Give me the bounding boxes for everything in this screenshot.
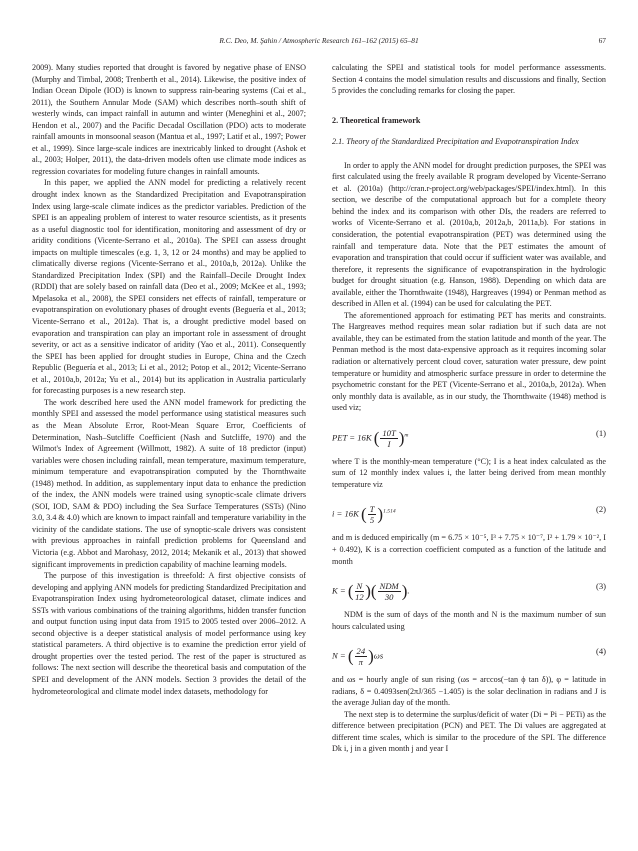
page-number: 67: [598, 36, 606, 45]
eq2-number: (2): [595, 504, 606, 515]
eq2-exponent: 1.514: [383, 509, 396, 516]
equation-2: i = 16K ( $\frac{T}{5}$ )$^{1.514}$ (2): [332, 504, 606, 526]
left-column: [32, 62, 306, 697]
eq2-denominator: 5: [369, 515, 375, 526]
left-paragraph-3: The work described here used the ANN model framework for predicting the monthly SPEI and assessed the model performance using statistical measures such as the Mean Absolute Error, Root-Mean Square Error, Coefficients of Determination, Nash–Sutcliffe Coefficient (Nash and Sutcliffe, 1970) and the Wilmot's Index of Agreement (Willmott, 1982). A suite of 18 predictor (input) variables were chosen including rainfall, mean temperature, maximum temperature, minimum temperature and evapotranspiration computed by the Thornthwaite (1948) method. In addition, as supplementary input data to enhance the prediction of the index, the ANN models were trained using synoptic-scale climate drivers (SOI, IOD, SAM & PDO) including the Sea Surface Temperatures (SSTs) (Nino 3.0, 3.4 & 4.0) which are known to impact rainfall and temperature variability in the vicinity of the candidate stations. The use of synoptic-scale drivers was consistent with previous approaches in rainfall prediction problems for Queensland and Victoria (e.g. Abbot and Marohasy, 2012, 2014; Mekanik et al., 2013) that showed significant improvements in prediction capability of machine learning models.: [32, 397, 306, 569]
eq1-numerator: 10T: [382, 427, 396, 438]
left-paragraph-4: The purpose of this investigation is threefold: A first objective consists of developing and applying ANN models for predicting Standardized Precipitation and Evapotranspiration Index using hydrometeorological dataset, climate indices and SSTs with various combinations of the training algorithms, hidden transfer function and output function using input data from 1915 to 2005 tested over 2006–2012. A second objective is a deeper statistical analysis of model performance using key statistical parameters. A third objective is to examine the prediction error yield of drought properties over the tested period. The rest of the paper is structured as follows: The next section will describe the theoretical basis and computation of the SPEI and development of the ANN models. Section 3 provides the detail of the hydrometeorological and climate model index datasets, methodology for: [32, 571, 306, 696]
running-title: R.C. Deo, M. Şahin / Atmospheric Research 161–162 (2015) 65–81: [219, 36, 419, 45]
eq1-denominator: I: [387, 438, 391, 449]
eq4-lhs: N =: [332, 650, 346, 661]
right-paragraph-6: NDM is the sum of days of the month and N is the maximum number of sun hours calculated using: [332, 610, 606, 631]
equation-1: PET = 16K ( $\frac{10T}{I}$ )$^m$ (1): [332, 427, 606, 449]
eq4-numerator: 24: [356, 646, 366, 657]
eq2-numerator: T: [369, 504, 375, 515]
running-header: [32, 36, 606, 50]
eq1-exponent: m: [404, 432, 409, 439]
eq3-numerator-1: N: [356, 581, 363, 592]
subsection-title: 2.1. Theory of the Standardized Precipitation and Evapotranspiration Index: [332, 137, 579, 147]
right-column: [332, 62, 606, 755]
right-paragraph-1: calculating the SPEI and statistical tools for model performance assessments. Section 4 contains the model simulation results and discussions and finally, Section 5 provides the concluding remarks for closing the paper.: [332, 63, 606, 96]
eq4-tail: ωs: [373, 650, 384, 661]
right-paragraph-7: and ωs = hourly angle of sun rising (ωs = arccos(−tan ϕ tan δ)), φ = latitude in radians, δ = 0.4093sen(2πJ/365 −1.405) is the solar declination in radians and J is the average Julian day of the month.: [332, 675, 606, 708]
equation-3: K = ( $\frac{N}{12}$ )( $\frac{\text{NDM}}{30}$ ). (3): [332, 581, 606, 603]
eq4-denominator: π: [358, 657, 363, 668]
left-paragraph-2: In this paper, we applied the ANN model for predicting a relatively recent drought index known as the Standardized Precipitation and Evapotranspiration Index using large-scale climate indices as the predictor variables. Prediction of the SPEI is an appealing problem of interest to water resource scientists, as it presents as a useful diagnostic tool for identification, monitoring and assessment of dry or aridity conditions (Vicente-Serrano et al., 2010a). The SPEI can assess drought impacts on multiple timescales (e.g. 1, 3, 12 or 24 months) and may be applied to climatically diverse regions (Vicente-Serrano et al., 2010a,b, 2012a). Unlike the Standardized Precipitation Index (SPI) and the Rainfall–Decile Drought Index (RDDI) that are solely based on rainfall data (Deo et al., 2009; McKee et al., 1993; Mpelasoka et al., 2008), the SPEI considers net effects of rainfall, temperature or evapotranspiration on evolutionary phases of drought events (Beguería et al., 2013; Vicente-Serrano et al., 2012a). That is, a drought predictive model based on evaporation and transpiration can play an important role in assessment of drought severity, or act as a sensitive indicator of aridity (Yao et al., 2011). Consequently the SPEI has been applied for drought studies in Europe, China and the Czech Republic (Beguería et al., 2013; Li et al., 2012; Potop et al., 2012; Vicente-Serrano et al., 2010a,b, 2012a; Yu et al., 2014) but its application in Australia particularly for forecasting purposes is a new research step.: [32, 178, 306, 396]
eq4-number: (4): [595, 646, 606, 657]
eq3-number: (3): [595, 581, 606, 592]
eq3-denominator-2: 30: [384, 592, 394, 603]
equation-4: N = ( $\frac{24}{\pi}$ )ωs (4): [332, 646, 606, 668]
section-title: 2. Theoretical framework: [332, 115, 421, 125]
right-paragraph-5: and m is deduced empirically (m = 6.75 × 10⁻⁵, I³ + 7.75 × 10⁻⁷, I² + 1.79 × 10⁻², I + 0.492), K is a correction coefficient computed as a function of the latitude and month: [332, 533, 606, 566]
right-paragraph-3: The aforementioned approach for estimating PET has merits and constraints. The Hargreaves method requires mean solar radiation but if such data are not available, they can be estimated from the station latitude and month of the year. The Penman method is the most data-expensive approach as it requires incoming solar radiation or alternatively percent cloud cover, saturation water pressure, dew point temperature or humidity and atmospheric surface pressure in order to determine the psychometric constant for the PET (Vicente-Serrano et al., 2010a,b, 2012a). When only monthly data is available, as in our study, the Thornthwaite (1948) method is used viz;: [332, 310, 606, 413]
eq2-lhs: i = 16K: [332, 508, 359, 519]
right-paragraph-8: The next step is to determine the surplus/deficit of water (Di = Pi − PETi) as the difference between precipitation (PCN) and PET. The Di values are aggregated at different time scales, which is similar to the procedure of the SPI. The difference Dk i, j in a given month j and year I: [332, 709, 606, 754]
eq1-lhs: PET = 16K: [332, 432, 372, 443]
eq3-numerator-2: NDM: [379, 581, 399, 592]
right-paragraph-4: where T is the monthly-mean temperature (°C); I is a heat index calculated as the sum of 12 monthly index values i, the latter being derived from mean monthly temperature viz: [332, 456, 606, 489]
eq1-number: (1): [595, 427, 606, 438]
eq3-denominator-1: 12: [355, 592, 364, 603]
eq3-lhs: K =: [332, 585, 346, 596]
right-paragraph-2: In order to apply the ANN model for drought prediction purposes, the SPEI was first calculated using the freely available R program developed by Vicente-Serrano et al. (2010a) (http://cran.r-project.org/web/packages/SPEI/index.html). In this section, we describe of the computational approach but for a complete theory behind the index and its comparison with other DIs, the readers are referred to works of Vicente-Serrano et al. (2010a,b, 2012a,b, 2011a,b). For stations in consideration, the potential evapotranspiration (PET) was determined using the rainfall and temperature data. Note that the PET estimates the amount of evaporation and transpiration that could occur if sufficient water was available, and therefore, it represents the significance of evapotranspiration in the hydrologic budget for drought situation (e.g. Hanson, 1988). Depending on which data are available, either the Thornthwaite (1948), Hargreaves (1994) or Penman method as described in Allen et al. (1994) can be used for calculating the PET.: [332, 160, 606, 309]
left-paragraph-1: 2009). Many studies reported that drought is favored by negative phase of ENSO (Murphy and Timbal, 2008; Trenberth et al., 2014). Likewise, the positive index of Indian Ocean Dipole (IOD) is known to suppress rain-bearing systems (Cai et al., 2011), the Southern Annular Mode (SAM) which describes north–south shift of westerly winds, can impact rainfall in autumn and winter (Meneghini et al., 2007; Hendon et al., 2007) and the Pacific Decadal Oscillation (PDO) acts to moderate rainfall amounts in monsoonal season (Mantua et al., 1997; Latif et al., 1997; Power et al., 1999). Since large-scale indices are inextricably linked to drought (Ashok et al., 2003; Holper, 2011), the data-driven models often use climate mode indices as regression covariates for modeling future changes in rainfall amounts.: [32, 63, 306, 176]
